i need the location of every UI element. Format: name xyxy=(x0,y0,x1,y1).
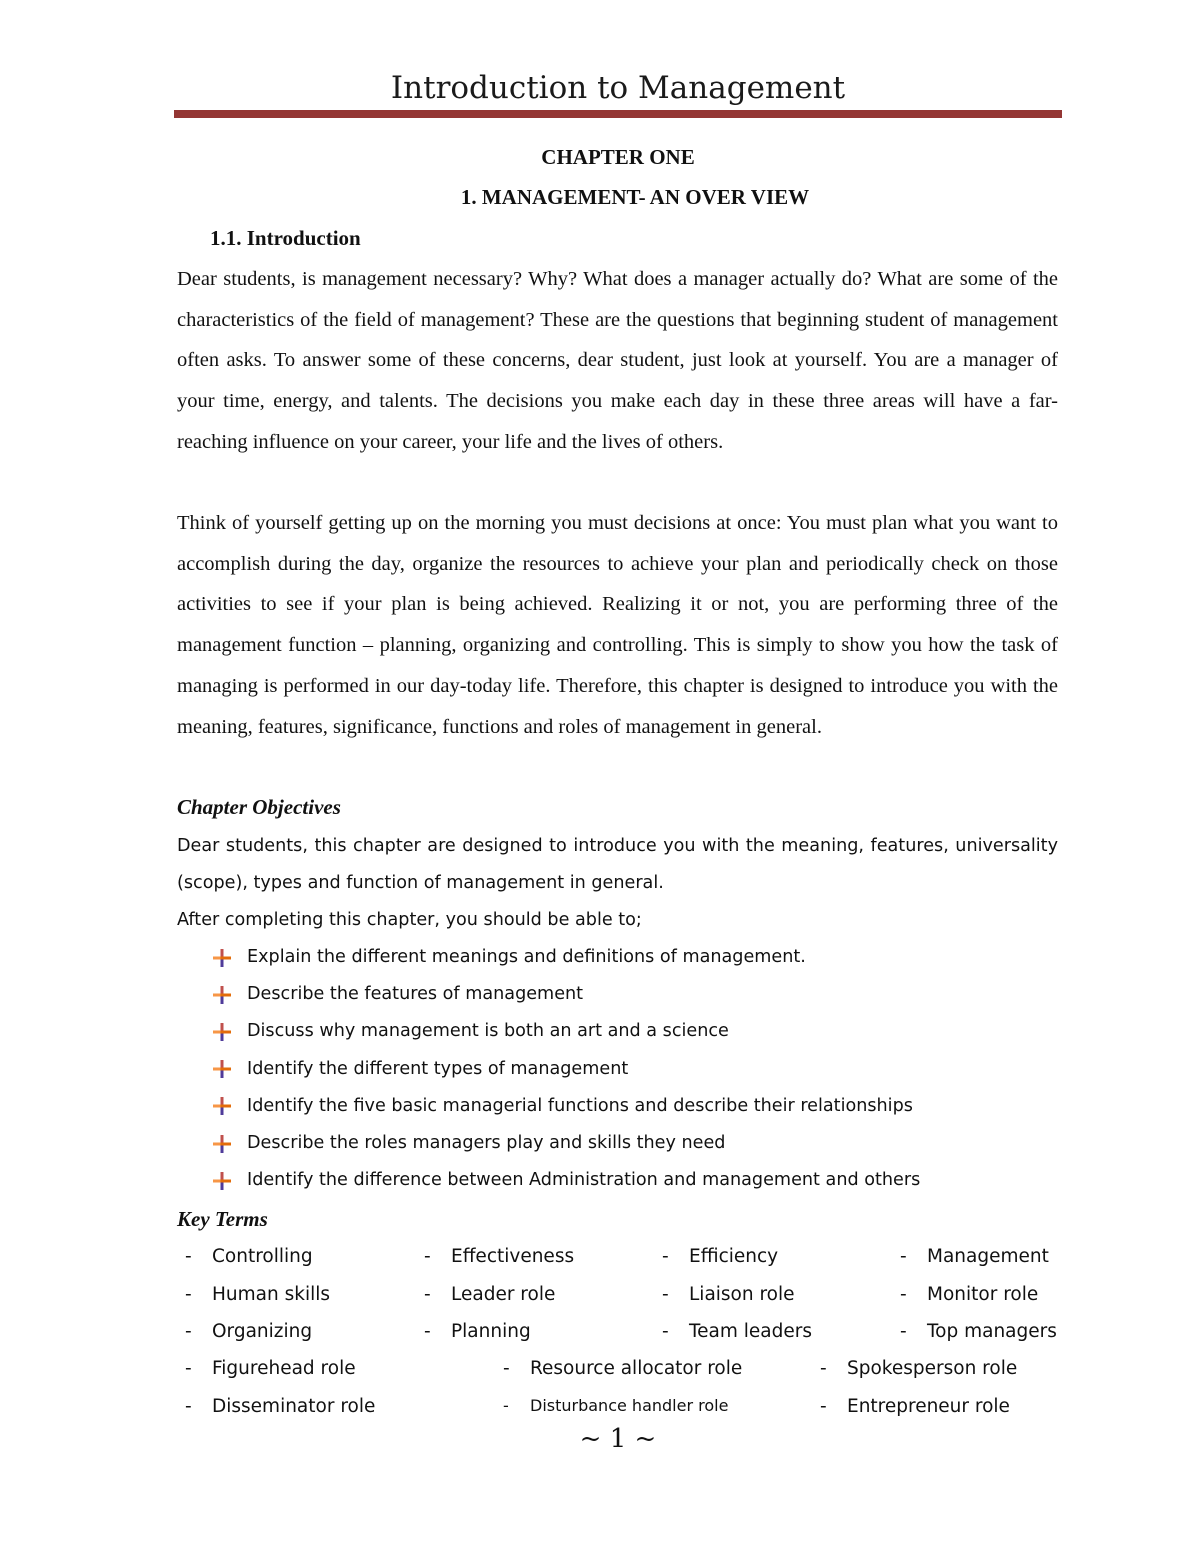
key-terms-heading: Key Terms xyxy=(177,1207,268,1231)
key-term xyxy=(900,1321,1057,1342)
key-term xyxy=(662,1321,812,1342)
chapter-label: CHAPTER ONE xyxy=(541,145,695,169)
objective-item xyxy=(212,976,920,1013)
key-term xyxy=(820,1358,1017,1379)
key-term-dash: - xyxy=(820,1396,827,1417)
objective-item xyxy=(212,1051,920,1088)
key-term-label: Entrepreneur role xyxy=(847,1396,1010,1417)
objectives-intro: Dear students, this chapter are designed to introduce you with the meaning, features, universality (scope), types and function of management in general. xyxy=(177,836,1058,893)
objectives-lead-in: After completing this chapter, you should be able to; xyxy=(177,910,642,930)
intro-paragraph: Think of yourself getting up on the morning you must decisions at once: You must plan what you want to accomplish during the day, organize the resources to achieve your plan and periodically check on those activities to see if your plan is being achieved. Realizing it or not, you are performing three of the management function – planning, organizing and controlling. This is simply to show you how the task of managing is performed in our day-today life. Therefore, this chapter is designed to introduce you with the meaning, features, significance, functions and roles of management in general. xyxy=(177,512,1058,738)
objective-text: Identify the difference between Administration and management and others xyxy=(247,1170,921,1191)
intro-paragraph: Dear students, is management necessary? Why? What does a manager actually do? What are some of the characteristics of the field of management? These are the questions that beginning student of management often asks. To answer some of these concerns, dear student, just look at yourself. You are a manager of your time, energy, and talents. The decisions you make each day in these three areas will have a far-reaching influence on your career, your life and the lives of others. xyxy=(177,268,1058,453)
key-term xyxy=(503,1396,728,1415)
key-term xyxy=(424,1246,574,1267)
key-term-dash: - xyxy=(900,1246,907,1267)
key-term-label: Leader role xyxy=(451,1284,556,1305)
key-term-label: Management xyxy=(927,1246,1049,1267)
key-term-label: Resource allocator role xyxy=(530,1358,743,1379)
objective-text: Describe the roles managers play and skills they need xyxy=(247,1132,726,1153)
key-term-label: Team leaders xyxy=(689,1321,813,1342)
key-term xyxy=(424,1284,555,1305)
objective-item xyxy=(212,939,920,976)
key-term xyxy=(185,1358,356,1379)
star-bullet-icon xyxy=(212,1059,232,1079)
star-bullet-icon xyxy=(212,1096,232,1116)
key-term xyxy=(424,1321,531,1342)
star-bullet-icon xyxy=(212,948,232,968)
key-term-label: Organizing xyxy=(212,1321,313,1342)
key-term-dash: - xyxy=(662,1246,669,1267)
objective-item xyxy=(212,1088,920,1125)
objective-item xyxy=(212,1013,920,1050)
star-bullet-icon xyxy=(212,1134,232,1154)
key-term-dash: - xyxy=(662,1284,669,1305)
key-term-label: Human skills xyxy=(212,1284,331,1305)
objectives-heading: Chapter Objectives xyxy=(177,795,341,819)
star-bullet-icon xyxy=(212,1022,232,1042)
key-term-dash: - xyxy=(900,1284,907,1305)
objective-item xyxy=(212,1125,920,1162)
key-term-dash: - xyxy=(424,1321,431,1342)
key-term-dash: - xyxy=(185,1358,192,1379)
key-term-label: Effectiveness xyxy=(451,1246,575,1267)
header-rule xyxy=(174,110,1062,118)
key-term-label: Figurehead role xyxy=(212,1358,356,1379)
key-term-dash: - xyxy=(185,1396,192,1417)
key-term-label: Top managers xyxy=(927,1321,1057,1342)
key-term-label: Monitor role xyxy=(927,1284,1039,1305)
objective-item xyxy=(212,1162,920,1199)
key-term-label: Controlling xyxy=(212,1246,313,1267)
key-term-dash: - xyxy=(185,1321,192,1342)
star-bullet-icon xyxy=(212,1171,232,1191)
running-header-title: Introduction to Management xyxy=(390,70,846,106)
key-term-label: Planning xyxy=(451,1321,531,1342)
key-term-label: Disseminator role xyxy=(212,1396,376,1417)
key-term-dash: - xyxy=(185,1284,192,1305)
key-term-label: Liaison role xyxy=(689,1284,795,1305)
star-bullet-icon xyxy=(212,985,232,1005)
key-term-dash: - xyxy=(185,1246,192,1267)
key-term xyxy=(662,1246,778,1267)
key-term-dash: - xyxy=(424,1246,431,1267)
key-term-dash: - xyxy=(503,1358,510,1379)
key-term-dash: - xyxy=(900,1321,907,1342)
objective-text: Discuss why management is both an art and a science xyxy=(247,1021,729,1042)
key-term xyxy=(185,1246,313,1267)
key-term xyxy=(820,1396,1010,1417)
key-term-label: Disturbance handler role xyxy=(530,1396,729,1415)
key-term xyxy=(900,1284,1038,1305)
key-term-dash: - xyxy=(424,1284,431,1305)
objective-text: Explain the different meanings and definitions of management. xyxy=(247,947,806,967)
key-term xyxy=(185,1321,312,1342)
key-term xyxy=(503,1358,742,1379)
key-term-dash: - xyxy=(820,1358,827,1379)
key-term xyxy=(662,1284,795,1305)
key-term-dash: - xyxy=(503,1396,509,1415)
objectives-list xyxy=(212,939,920,1199)
section-heading: 1.1. Introduction xyxy=(210,226,361,250)
objective-text: Describe the features of management xyxy=(247,984,584,1005)
chapter-title: 1. MANAGEMENT- AN OVER VIEW xyxy=(460,185,810,209)
objective-text: Identify the different types of management xyxy=(247,1058,629,1079)
key-term-label: Spokesperson role xyxy=(847,1358,1018,1379)
key-term-label: Efficiency xyxy=(689,1246,779,1267)
page-number: ~ 1 ~ xyxy=(579,1424,657,1454)
key-term-dash: - xyxy=(662,1321,669,1342)
key-term xyxy=(185,1284,330,1305)
key-term xyxy=(185,1396,375,1417)
key-term xyxy=(900,1246,1049,1267)
objective-text: Identify the five basic managerial functions and describe their relationships xyxy=(247,1095,913,1116)
